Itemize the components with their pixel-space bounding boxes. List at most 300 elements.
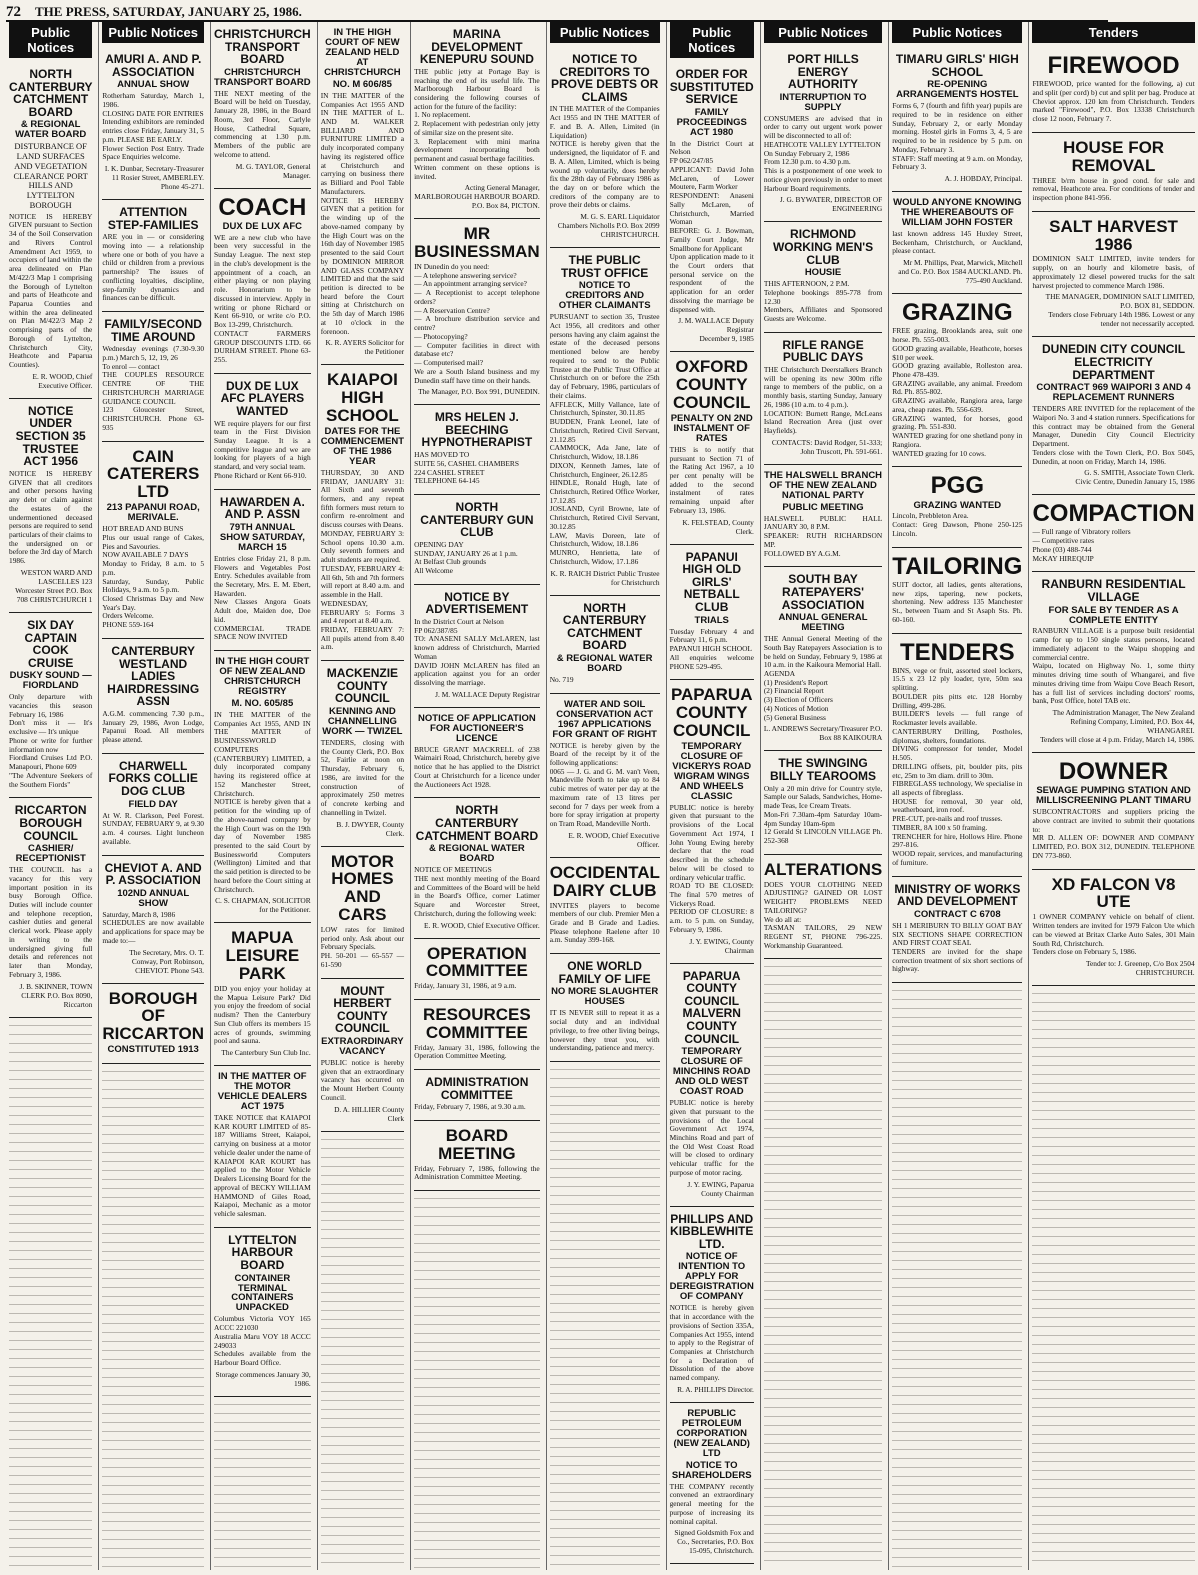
notice-signature: CONTACTS: David Rodger, 51-333; John Truscott, Ph. 591-661. bbox=[771, 437, 883, 456]
notice-ad bbox=[9, 798, 92, 1017]
notice-ad bbox=[414, 22, 540, 219]
notice-subhead: DATES FOR THE COMMENCEMENT OF THE 1986 YEAR bbox=[320, 425, 405, 467]
column-header: Public Notices bbox=[892, 22, 1022, 43]
notice-headline: WATER AND SOIL CONSERVATION ACT 1967 APPLICATIONS FOR GRANT OF RIGHT bbox=[552, 698, 657, 740]
notice-signature: The Administration Manager, The New Zealand Refining Company, Limited, P.O. Box 44, WHANGAREI. Tenders will close at 4 p.m. Friday, March 14, 1986. bbox=[1040, 708, 1195, 745]
notice-headline: RIFLE RANGE PUBLIC DAYS bbox=[782, 337, 864, 365]
notice-body: DID you enjoy your holiday at the Mapua Leisure Park? Did you enjoy the freedom of social nudism? Then the Canterbury Sun Club offers its members 15 acres of grounds, swimming pool and sauna. bbox=[214, 983, 311, 1046]
notice-subhead: FOR SALE BY TENDER AS A COMPLETE ENTITY bbox=[1048, 604, 1179, 626]
column-header: Public Notices bbox=[670, 22, 754, 58]
column-header: Public Notices bbox=[764, 22, 882, 43]
notice-body: IN THE MATTER of the Companies Act 1955 AND IN THE MATTER of L. AND M. WALKER BILLIARD AND FURNITURE LIMITED a duly incorporated company having its registered office at Christchurch and carrying on business there as Billiard and Pool Table Manufacturers. NOTICE IS HEREBY GIVEN that a petition for the winding up of the above-named company by the High Court was on the 16th day of November 1985 presented to the said Court by DOMINION MIRROR AND GLASS COMPANY LIMITED and that the said petition is directed to be heard before the Court sitting at Christchurch on the 5th day of March 1986 at 10 o'clock in the forenoon. bbox=[320, 90, 405, 336]
notice-ad bbox=[214, 490, 311, 651]
notice-signature: Signed Goldsmith Fox and Co., Secretaries, P.O. Box 15-095, Christchurch. bbox=[674, 1528, 754, 1556]
text-lines-decoration bbox=[414, 1193, 540, 1568]
notice-subhead: GRAZING WANTED bbox=[913, 499, 1002, 511]
notice-ad bbox=[414, 1070, 540, 1121]
notice-body: HAS MOVED TO SUITE 56, CASHEL CHAMBERS 224 CASHEL STREET TELEPHONE 64-145 bbox=[414, 450, 519, 486]
notice-headline: TIMARU GIRLS' HIGH SCHOOL bbox=[895, 52, 1019, 79]
notice-signature: Tender to: J. Greenep, C/o Box 2504 CHRISTCHURCH. bbox=[1085, 958, 1195, 977]
notice-body: last known address 145 Huxley Street, Beckenham, Christchurch, or Auckland, please contact. bbox=[892, 228, 1023, 256]
notice-body: HOT BREAD AND BUNS Plus our usual range of Cakes, Pies and Savouries. NOW AVAILABLE 7 DAYS Monday to Friday, 8 a.m. to 5 p.m. Saturday, Sunday, Public Holidays, 9 a.m. to 5 p.m. Closed Christmas Day and New Year's Day. Orders Welcome. PHONE 559-164 bbox=[102, 524, 205, 630]
notice-headline: NORTH CANTERBURY GUN CLUB bbox=[420, 500, 534, 540]
notice-ad bbox=[550, 248, 660, 595]
notice-body: BRUCE GRANT MACKRELL of 238 Waimairi Road, Christchurch, hereby give notice that he has applied to the District Court at Christchurch for a licence under the Auctioneers Act 1928. bbox=[414, 744, 540, 789]
notice-body: SUBCONTRACTORS and suppliers pricing the above contract are invited to submit their quotations to: MR D. ALLEN OF: DOWNER AND COMPANY LIMITED, P.O. BOX 312, DUNEDIN. TELEPHONE DN 773-860. bbox=[1032, 807, 1195, 860]
notice-ad bbox=[9, 613, 92, 798]
notice-body: SH 1 MERIBURN TO BILLY GOAT BAY SIX SECTIONS SHAPE CORRECTION AND FIRST COAT SEAL TENDERS are invited for the shape correction treatment of six short sections of highway. bbox=[892, 920, 1023, 974]
notice-body: Only a 20 min drive for Country style, Sample our Salads, Sandwiches, Home-made Teas, Ice Cream Treats. Mon-Fri 7.30am-4pm Saturday 10am-4pm Sunday 10am-6pm 12 Gerald St LINCOLN VILLAGE Ph. 252-368 bbox=[763, 783, 883, 846]
columns-container bbox=[6, 22, 1195, 1570]
notice-signature: I. K. Dunbar, Secretary-Treasurer 11 Rosier Street, AMBERLEY. Phone 45-271. bbox=[104, 164, 205, 192]
notice-ad bbox=[1032, 133, 1194, 212]
notice-body: FREE grazing, Brooklands area, suit one horse. Ph. 555-003. GOOD grazing available, Heathcote, horses $10 per week. GOOD grazing available, Rolleston area. Phone 478-439. GRAZING available, any animal. Freedom Rd. Ph. 855-802. GRAZING available, Rangiora area, large area, cheap rates. Ph. 556-639. GRAZING wanted, for horses, good grazing. Ph. 551-830. WANTED grazing for one shetland pony in Rangiora. WANTED grazing for 10 cows. bbox=[892, 326, 1023, 458]
notice-subhead: KENNING AND CHANNELLING WORK — TWIZEL bbox=[322, 705, 403, 737]
notice-body: THE COMPANY recently convened an extraordinary general meeting for the purpose of increasing its nominal capital. bbox=[669, 1481, 754, 1526]
notice-body: Columbus Victoria VOY 165 ACCC 221030 Australia Maru VOY 18 ACCC 249033 Schedules available from the Harbour Board Office. bbox=[214, 1314, 311, 1368]
notice-ad bbox=[550, 694, 660, 858]
notice-signature: The Canterbury Sun Club Inc. bbox=[221, 1048, 311, 1058]
notice-headline: REPUBLIC PETROLEUM CORPORATION (NEW ZEALAND) LTD bbox=[673, 1407, 750, 1459]
notice-ad bbox=[1032, 212, 1194, 338]
notice-signature: A. J. HOBDAY, Principal. bbox=[944, 174, 1023, 183]
notice-headline: PAPANUI HIGH OLD GIRLS' NETBALL CLUB bbox=[682, 549, 742, 615]
notice-body: Friday, February 7, 1986, at 9.30 a.m. bbox=[414, 1102, 526, 1112]
column-1 bbox=[6, 22, 95, 1570]
notice-headline: THE HALSWELL BRANCH OF THE NEW ZEALAND NATIONAL PARTY bbox=[764, 469, 883, 501]
notice-subhead: HOUSIE bbox=[804, 267, 842, 279]
notice-ad bbox=[892, 192, 1022, 294]
notice-ad bbox=[414, 495, 540, 585]
notice-body: NOTICE IS HEREBY GIVEN pursuant to Section 34 of the Soil Conservation and Rivers Control Amendment Act 1959, to occupiers of land within the area delineated on Plan M/422/3 Map 1 comprising the Borough of Lyttelton and parts of Heathcote and Paparua Counties and within the area delineated on Plan M/422/3 Map 2 comprising parts of the Borough of Lyttelton, Christchurch City, Heathcote and Paparua Counties). bbox=[9, 211, 93, 370]
notice-headline: LYTTELTON HARBOUR BOARD bbox=[228, 1232, 297, 1272]
notice-body: In the District Court at Nelson FP 062/387/85 TO: ANASENI SALLY McLAREN, last known address of Christchurch, Married Woman DAVID JOHN McLAREN has filed an application against you for an order dissolving the marriage. bbox=[414, 616, 540, 688]
notice-body: Only departure with vacancies this season February 16, 1986 Don't miss it — It's exclusive — It's unique Phone or write for further information now Fiordland Cruises Ltd P.O. Manapouri, Phone 609 "The Adventure Seekers of the Southern Fiords" bbox=[9, 692, 93, 789]
notice-signature: J. M. WALLACE Deputy Registrar bbox=[435, 689, 540, 699]
notice-body: Rotherham Saturday, March 1, 1986. CLOSING DATE FOR ENTRIES Intending exhibitors are reminded entries close Friday, January 31, 5 p.m. PLEASE BE EARLY. Flower Section Post Entry. Trade Space Enquiries welcome. bbox=[102, 91, 205, 162]
notice-ad bbox=[102, 984, 204, 1065]
notice-body: FIREWOOD, price wanted for the following, a) cut and split (per cord) b) cut and split per bag. Produce at Cheviot approx. 120 km from Christchurch. Tenders marked "Firewood", P.O. Box 13338 Christchurch close 12 noon, February 7. bbox=[1032, 79, 1195, 124]
notice-ad bbox=[670, 680, 754, 963]
notice-subhead: NO. M 606/85 bbox=[332, 78, 392, 90]
notice-ad bbox=[414, 585, 540, 708]
notice-ad bbox=[764, 333, 882, 465]
notice-signature: C. S. CHAPMAN, SOLICITOR for the Petitioner. bbox=[215, 896, 311, 915]
column-6 bbox=[546, 22, 663, 1570]
notice-headline: PHILLIPS AND KIBBLEWHITE LTD. bbox=[670, 1211, 754, 1251]
notice-signature: E. R. WOOD, Chief Executive Officer. bbox=[424, 920, 540, 930]
notice-subhead: NOTICE TO SHAREHOLDERS bbox=[671, 1459, 752, 1481]
notice-signature: K. R. AYERS Solicitor for the Petitioner bbox=[325, 338, 405, 357]
notice-ad bbox=[550, 596, 660, 694]
notice-headline: AMURI A. AND P. ASSOCIATION bbox=[105, 52, 202, 79]
notice-headline: HAWARDEN A. AND P. ASSN bbox=[219, 494, 305, 522]
notice-subhead: CHRISTCHURCH TRANSPORT BOARD bbox=[214, 66, 311, 88]
notice-ad bbox=[892, 877, 1022, 984]
column-text-filler bbox=[892, 983, 1022, 1570]
notice-ad bbox=[764, 47, 882, 222]
column-5 bbox=[410, 22, 543, 1570]
notice-body: CONSUMERS are advised that in order to carry out urgent work power will be disconnected to all of: HEATHCOTE VALLEY LYTTELTON On Sunday February 2, 1986 From 12.30 p.m. to 4.30 p.m. This is a postponement of one week to notice given previously in order to meet Harbour Board requirements. bbox=[763, 113, 883, 193]
notice-ad bbox=[1032, 753, 1194, 870]
notice-signature: Mr M. Phillips, Peat, Marwick, Mitchell and Co. P.O. Box 1584 AUCKLAND. Ph. 775-490 Auckland. bbox=[898, 258, 1023, 286]
notice-headline: NORTH CANTERBURY CATCHMENT BOARD bbox=[415, 803, 539, 843]
notice-subhead: SEWAGE PUMPING STATION AND MILLISCREENING PLANT TIMARU bbox=[1035, 785, 1192, 807]
notice-body: DOMINION SALT LIMITED, invite tenders for supply, on an hourly and kilometre basis, of approximately 12 diesel powered trucks for the salt harvest projected to commence March 1986. bbox=[1032, 254, 1195, 290]
notice-headline: IN THE MATTER OF THE MOTOR VEHICLE DEALERS ACT 1975 bbox=[217, 1071, 307, 1112]
notice-ad bbox=[414, 708, 540, 799]
notice-ad bbox=[102, 200, 204, 312]
notice-body: SUIT doctor, all ladies, gents alterations, new zips, tapering, new pockets, shortening. New address 135 Manchester St., between Tuam and St Asaph Sts. Ph. 60-160. bbox=[892, 579, 1023, 624]
notice-signature: THE MANAGER, DOMINION SALT LIMITED, P.O. BOX 81, SEDDON. Tenders close February 14th 1986. Lowest or any tender not necessarily accepted. bbox=[1045, 292, 1195, 329]
notice-headline: MRS HELEN J. BEECHING HYPNOTHERAPIST bbox=[421, 410, 533, 450]
notice-body: THE Annual General Meeting of the South Bay Ratepayers Association is to be held on Sunday, February 9, 1986 at 10 a.m. in the Kaikoura Memorial Hall. AGENDA (1) President's Report (2) Financial Report (3) Election of Officers (4) Notices of Motion (5) General Business bbox=[763, 634, 883, 722]
notice-headline: HOUSE FOR REMOVAL bbox=[1063, 137, 1165, 175]
notice-body: THE COUNCIL has a vacancy for this very important position in its busy Borough Office. Duties will include counter and telephone reception, cashier duties and general clerical work. Please apply in writing to the undersigned giving full details and references not later than Monday, February 3, 1986. bbox=[9, 865, 93, 979]
notice-body: TAKE NOTICE that KAIAPOI KAR KOURT LIMITED of 85-187 Williams Street, Kaiapoi, carrying on business at a motor vehicle dealer under the name of KAIAPOI KAR KOURT has applied to the Motor Vehicle Dealers Licensing Board for the approval of BECKY WILLIAM HAMMOND of Giles Road, Kaiapoi, Mechanic as a motor vehicle salesman. bbox=[214, 1112, 311, 1219]
notice-ad bbox=[550, 954, 660, 1062]
notice-headline: OPERATION COMMITTEE bbox=[425, 943, 528, 981]
notice-ad bbox=[892, 294, 1022, 467]
notice-subhead: PENALTY ON 2ND INSTALMENT OF RATES bbox=[670, 412, 753, 444]
column-9 bbox=[888, 22, 1025, 1570]
notice-signature: WESTON WARD AND LASCELLES 123 Worcester Street P.O. Box 708 CHRISTCHURCH 1 bbox=[15, 567, 93, 604]
notice-headline: PORT HILLS ENERGY AUTHORITY bbox=[787, 52, 859, 92]
notice-headline: KAIAPOI HIGH SCHOOL bbox=[326, 370, 399, 426]
notice-headline: THE SWINGING BILLY TEAROOMS bbox=[770, 756, 877, 784]
notice-ad bbox=[892, 47, 1022, 192]
notice-subhead: PUBLIC MEETING bbox=[782, 501, 864, 513]
notice-signature: J. Y. EWING, County Chairman bbox=[689, 936, 754, 955]
notice-headline: IN THE HIGH COURT OF NEW ZEALAND CHRISTCHURCH REGISTRY bbox=[215, 656, 310, 698]
notice-ad bbox=[670, 62, 754, 352]
notice-headline: MR BUSINESSMAN bbox=[414, 224, 540, 262]
text-lines-decoration bbox=[670, 1566, 754, 1568]
notice-ad bbox=[321, 22, 404, 365]
text-lines-decoration bbox=[321, 1134, 404, 1568]
column-header: Public Notices bbox=[550, 22, 660, 43]
notice-signature: J. Y. EWING, Paparua County Chairman bbox=[687, 1179, 754, 1198]
notice-subhead: TRIALS bbox=[694, 614, 729, 626]
notice-body: THREE b/rm house in good cond. for sale and removal, Heathcote area. For conditions of tender and inspection phone 841-956. bbox=[1032, 175, 1195, 203]
notice-body: IN Dunedin do you need: — A telephone answering service? — An appointment arranging service? — A Receptionist to accept telephone orders? — A Reservation Centre? — A brochure distribution service and centre? — Photocopying? — Computer facilities in direct with database etc? — Computerised mail? We are a South Island business and my Dunedin staff have time on their hands. bbox=[414, 262, 540, 385]
masthead bbox=[6, 4, 1108, 22]
notice-body: OPENING DAY SUNDAY, JANUARY 26 at 1 p.m. At Belfast Club grounds All Welcome bbox=[414, 539, 518, 575]
notice-headline: OCCIDENTAL DAIRY CLUB bbox=[549, 862, 660, 900]
notice-body: TENDERS ARE INVITED for the replacement of the Waipori No. 3 and 4 station runners. Specifications for this contract may be obtained from the General Manager, Dunedin City Council Electricity Department. Tenders close with the Town Clerk, P.O. Box 5045, Dunedin, at noon on Friday, March 14, 1986. bbox=[1032, 404, 1195, 466]
notice-subhead: 213 PAPANUI ROAD, MERIVALE. bbox=[106, 502, 200, 524]
notice-ad bbox=[321, 365, 404, 661]
column-text-filler bbox=[102, 1064, 204, 1570]
notice-headline: ORDER FOR SUBSTITUTED SERVICE bbox=[669, 67, 754, 107]
notice-ad bbox=[550, 47, 660, 248]
notice-headline: RICHMOND WORKING MEN'S CLUB bbox=[772, 227, 874, 267]
notice-ad bbox=[1032, 495, 1194, 572]
notice-body: TENDERS, closing with the County Clerk, P.O. Box 52, Fairlie at noon on Thursday, February 6, 1986, are invited for the construction of approximately 250 metres of concrete kerbing and channelling in Twizel. bbox=[320, 737, 405, 817]
text-lines-decoration bbox=[1032, 988, 1194, 1568]
notice-signature: J. G. BYWATER, DIRECTOR OF ENGINEERING bbox=[779, 195, 883, 214]
notice-ad bbox=[1032, 870, 1194, 986]
notice-body: NOTICE is hereby given by the Board of the receipt by it of the following applications: 0065 — J. G. and G. M. van't Veen, Mandeville North to take up to 84 cubic metres of water per day at the maximum rate of 13 litres per second for 7 days per week from a bore for spray irrigation at property on Tram Road, Mandeville North. bbox=[549, 740, 660, 829]
notice-headline: SALT HARVEST 1986 bbox=[1049, 216, 1178, 254]
notice-ad bbox=[321, 847, 404, 979]
notice-ad bbox=[414, 1121, 540, 1191]
notice-body: NOTICE IS HEREBY GIVEN that all creditors and other persons having any debt or claim against the estates of the undermentioned deceased persons are required to send particulars of their claims to the undersigned on or before the 3rd day of March 1986. bbox=[9, 468, 93, 566]
notice-ad bbox=[670, 352, 754, 544]
notice-ad bbox=[670, 964, 754, 1207]
notice-headline: WOULD ANYONE KNOWING THE WHEREABOUTS OF WILLIAM JOHN FOSTER bbox=[893, 197, 1022, 228]
notice-body: IN THE MATTER of the Companies Act 1955 and IN THE MATTER of F. and B. A. Allen, Limited (in Liquidation) NOTICE is hereby given that the undersigned, the liquidator of F. and B. A. Allen, Limited, which is being wound up voluntarily, does hereby fix the 28th day of February 1986 as the day on or before which the creditors of the company are to prove their debts or claims. bbox=[549, 104, 660, 210]
notice-subhead: TEMPORARY CLOSURE OF VICKERYS ROAD WIGRAM WINGS AND WHEELS CLASSIC bbox=[672, 740, 752, 802]
page-number: 72 bbox=[6, 3, 21, 20]
notice-subtitle: DISTURBANCE OF LAND SURFACES AND VEGETATION CLEARANCE PORT HILLS AND LYTTELTON BOROUGH bbox=[13, 141, 88, 210]
notice-ad bbox=[214, 374, 311, 490]
notice-ad bbox=[214, 1066, 311, 1228]
notice-headline: NOTICE BY ADVERTISEMENT bbox=[425, 589, 529, 617]
notice-subhead: & REGIONAL WATER BOARD bbox=[556, 652, 653, 674]
column-10 bbox=[1028, 22, 1197, 1570]
notice-signature: M. G. TAYLOR, General Manager. bbox=[235, 161, 311, 180]
notice-headline: NOTICE TO CREDITORS TO PROVE DEBTS OR CLAIMS bbox=[550, 52, 659, 104]
notice-body: PUBLIC notice is hereby given that pursuant to the provisions of the Local Government Act 1974, Minchins Road and part of the Old West Coast Road will be closed to ordinary vehicular traffic for the purpose of motor racing. bbox=[669, 1098, 754, 1177]
notice-subhead: & REGIONAL WATER BOARD bbox=[15, 119, 87, 141]
notice-headline: THE PUBLIC TRUST OFFICE bbox=[560, 253, 649, 280]
notice-headline: BOROUGH OF RICCARTON bbox=[102, 988, 205, 1044]
notice-headline: XD FALCON V8 UTE bbox=[1051, 874, 1176, 912]
notice-headline: TENDERS bbox=[899, 638, 1015, 666]
notice-body: Friday, January 31, 1986, at 9 a.m. bbox=[414, 981, 517, 991]
notice-body: ARE you in — or considering moving into — a relationship where one or both of you have a child or children from a previous partnership? The issues of conflicting loyalties, discipline, step-family dynamics and finances can be difficult. bbox=[102, 232, 205, 303]
notice-headline: ALTERATIONS bbox=[763, 859, 883, 879]
column-text-filler bbox=[9, 1018, 92, 1570]
notice-signature: Storage commences January 30, 1986. bbox=[215, 1369, 311, 1388]
notice-signature: K. FELSTEAD, County Clerk. bbox=[682, 517, 754, 536]
notice-subhead: TEMPORARY CLOSURE OF MINCHINS ROAD AND OLD WEST COAST ROAD bbox=[672, 1046, 751, 1098]
notice-headline: CANTERBURY WESTLAND LADIES HAIRDRESSING ASSN bbox=[107, 643, 200, 709]
column-text-filler bbox=[670, 1564, 754, 1570]
notice-signature: M. G. S. EARL Liquidator Chambers Nicholls P.O. Box 2099 CHRISTCHURCH. bbox=[557, 212, 660, 240]
notice-ad bbox=[670, 1207, 754, 1403]
notice-body: NOTICE OF MEETINGS THE next monthly meeting of the Board and Committees of the Board will be held in the Board's Office, corner Latimer Square and Worcester Street, Christchurch, during the following week: bbox=[414, 865, 540, 918]
notice-subhead: 102ND ANNUAL SHOW bbox=[117, 887, 190, 909]
notice-headline: COMPACTION bbox=[1032, 500, 1195, 528]
notice-ad bbox=[9, 62, 92, 399]
notice-ad bbox=[321, 979, 404, 1132]
notice-headline: TAILORING bbox=[892, 552, 1023, 580]
notice-ad bbox=[102, 754, 204, 856]
notice-signature: Acting General Manager, MARLBOROUGH HARBOUR BOARD. P.O. Box 84, PICTON. bbox=[414, 183, 540, 211]
column-header: Tenders bbox=[1032, 22, 1194, 43]
notice-body: BINS, vege or fruit, assorted steel lockers, 15.5 x 23 12 ply loader, tyre, 50m sea splitting. BOULDER pits pitts etc. 128 Hornby Drilling, 499-286. BUILDER'S levels — full range of Rockmaster levels available. CANTERBURY Drilling, Postholes, diplomas, shelters, foundations. DIVING compressor for tender, Model H.505. DRILLING offsets, pit, boulder pits, pits etc, 25m to 3m diam. drill to 30m. FIBREGLASS technology, We specialise in all aspects of fibreglass. HOUSE for removal, 30 year old, weatherboard, iron roof. PRE-CUT, pre-nails and roof trusses. TIMBER, 8A 100 x 50 framing. TRENCHER for hire, Hollows Hire. Phone 297-816. WOOD repair, services, and manufacturing of furniture. bbox=[892, 665, 1023, 867]
notice-body: IN THE MATTER of the Companies Act 1955, AND IN THE MATTER of BUSINESSWORLD COMPUTERS (CANTERBURY) LIMITED, a duly incorporated company having its registered office at 152 Manchester Street, Christchurch. NOTICE is hereby given that a petition for the winding up of the above-named company by the High Court was on the 19th day of November 1985 presented to the said Court by Businessworld Computers (Wellington) Limited and that the said petition is directed to be heard before the Court sitting at Christchurch. bbox=[214, 709, 311, 894]
notice-headline: NORTH CANTERBURY CATCHMENT BOARD bbox=[9, 67, 93, 119]
notice-headline: SOUTH BAY RATEPAYERS' ASSOCIATION bbox=[781, 572, 865, 612]
notice-ad bbox=[321, 661, 404, 846]
notice-body: INVITES players to become members of our club. Premier Men a Grade and B Grade and Ladies. Please telephone Raelene after 10 a.m. Sunday 399-168. bbox=[549, 900, 660, 945]
notice-headline: GRAZING bbox=[901, 299, 1013, 327]
notice-body: Forms 6, 7 (fourth and fifth year) pupils are required to be in residence on either Sunday, February 2, or early Monday morning. Hostel girls in Forms 3, 4, 5 are required to be in residence by 5 p.m. on Monday, February 3. STAFF: Staff meeting at 9 a.m. on Monday, February 3. bbox=[892, 101, 1023, 172]
notice-headline: CAIN CATERERS LTD bbox=[107, 446, 200, 502]
notice-headline: OXFORD COUNTY COUNCIL bbox=[672, 357, 751, 413]
notice-headline: RICCARTON BOROUGH COUNCIL bbox=[14, 803, 87, 843]
notice-ad bbox=[414, 798, 540, 938]
notice-ad bbox=[764, 567, 882, 751]
notice-ad bbox=[214, 22, 311, 189]
column-8 bbox=[760, 22, 885, 1570]
notice-ad bbox=[102, 47, 204, 200]
notice-ad bbox=[1032, 47, 1194, 133]
column-3 bbox=[210, 22, 314, 1570]
text-lines-decoration bbox=[102, 1066, 204, 1568]
notice-headline: DUNEDIN CITY COUNCIL ELECTRICITY DEPARTMENT bbox=[1041, 342, 1186, 382]
column-text-filler bbox=[214, 1397, 311, 1570]
notice-body: THE Christchurch Deerstalkers Branch will be opening its new 300m rifle range to members of the public, on a monthly basis, starting Sunday, January 26, 1986 (10 a.m. to 4 p.m.). LOCATION: Burnett Range, McLeans Island Recreation Area (just over Hayfields). bbox=[763, 364, 883, 436]
notice-headline: DOWNER bbox=[1058, 758, 1169, 786]
notice-body: 1 OWNER COMPANY vehicle on behalf of client. Written tenders are invited for 1979 Falcon Ute which can be viewed at Britax Clarke Auto Sales, 301 Main South Rd, Christchurch. Tenders close on February 5, 1986. bbox=[1032, 912, 1195, 957]
notice-signature: B. J. DWYER, County Clerk. bbox=[336, 819, 405, 838]
notice-signature: The Manager, P.O. Box 991, DUNEDIN. bbox=[418, 387, 540, 397]
notice-headline: FIREWOOD bbox=[1047, 52, 1180, 79]
notice-subhead: RE-OPENING ARRANGEMENTS HOSTEL bbox=[896, 79, 1019, 101]
notice-ad bbox=[102, 639, 204, 754]
notice-headline: MARINA DEVELOPMENT KENEPURU SOUND bbox=[419, 27, 534, 67]
notice-ad bbox=[670, 545, 754, 681]
notice-ad bbox=[414, 405, 540, 495]
masthead-title: THE PRESS, SATURDAY, JANUARY 25, 1986. bbox=[35, 4, 302, 19]
notice-body: THE public jetty at Portage Bay is reaching the end of its useful life. The Marlborough Harbour Board is considering the following courses of action for the future of the facility: 1. No replacement. 2. Replacement with pedestrian only jetty of similar size on the present site. 3. Replacement with mini marina development incorporating both permanent and casual berthage facilities. Written comment on these options is invited. bbox=[414, 66, 540, 181]
notice-body: Saturday, March 8, 1986 SCHEDULES are now available and applications for space may be made to:— bbox=[102, 909, 205, 945]
notice-ad bbox=[764, 222, 882, 332]
notice-body: HALSWELL PUBLIC HALL JANUARY 30, 8 P.M. SPEAKER: RUTH RICHARDSON MP. FOLLOWED BY A.G.M. bbox=[763, 513, 883, 558]
notice-body: IT IS NEVER still to repeat it as a social duty and an individual privilege, to free other living beings, however they treat you, with understanding, patience and mercy. bbox=[549, 1008, 660, 1053]
notice-ad bbox=[670, 1403, 754, 1564]
notice-signature: G. S. SMITH, Associate Town Clerk. Civic Centre, Dunedin January 15, 1986 bbox=[1075, 468, 1195, 487]
notice-signature: R. A. PHILLIPS Director. bbox=[677, 1384, 754, 1394]
notice-body: Friday, February 7, 1986, following the Administration Committee Meeting. bbox=[414, 1163, 540, 1182]
notice-ad bbox=[214, 651, 311, 923]
notice-subhead: FAMILY PROCEEDINGS ACT 1980 bbox=[676, 106, 747, 138]
notice-ad bbox=[764, 751, 882, 854]
notice-headline: CHRISTCHURCH TRANSPORT BOARD bbox=[214, 27, 311, 67]
notice-signature: D. A. HILLIER County Clerk bbox=[334, 1104, 405, 1123]
notice-headline: IN THE HIGH COURT OF NEW ZEALAND HELD AT CHRISTCHURCH bbox=[324, 27, 401, 78]
notice-body: THIS is to notify that pursuant to Section 71 of the Rating Act 1967, a 10 per cent penalty will be added to the second instalment of rates remaining unpaid after February 13, 1986. bbox=[669, 444, 754, 515]
notice-ad bbox=[892, 634, 1022, 877]
notice-ad bbox=[550, 858, 660, 954]
notice-signature: L. ANDREWS Secretary/Treasurer P.O. Box 88 KAIKOURA bbox=[763, 724, 883, 743]
column-text-filler bbox=[414, 1191, 540, 1570]
notice-subhead: ANNUAL GENERAL MEETING bbox=[778, 612, 868, 634]
notice-subhead: ANNUAL SHOW bbox=[117, 79, 190, 91]
notice-body: Lincoln, Prebbleton Area. Contact: Greg Dawson, Phone 250-125 Lincoln. bbox=[892, 511, 1023, 538]
notice-subhead: CONTAINER TERMINAL CONTAINERS UNPACKED bbox=[231, 1272, 294, 1314]
notice-ad bbox=[764, 855, 882, 960]
notice-subhead: CONTRACT 969 WAIPORI 3 AND 4 REPLACEMENT RUNNERS bbox=[1036, 382, 1191, 404]
notice-headline: ADMINISTRATION COMMITTEE bbox=[425, 1075, 529, 1102]
notice-ad bbox=[1032, 337, 1194, 495]
notice-headline: PGG bbox=[930, 472, 984, 500]
notice-ad bbox=[102, 312, 204, 442]
column-header: Public Notices bbox=[9, 22, 92, 58]
notice-subhead: & REGIONAL WATER BOARD bbox=[429, 843, 525, 865]
notice-headline: BOARD MEETING bbox=[438, 1126, 516, 1163]
notice-body: Wednesday evenings (7.30-9.30 p.m.) March 5, 12, 19, 26 To enrol — contact THE COUPLES RESOURCE CENTRE OF THE CHRISTCHURCH MARRIAGE GUIDANCE COUNCIL 123 Gloucester Street, CHRISTCHURCH. Phone 63-935 bbox=[102, 344, 205, 432]
notice-signature: J. B. SKINNER, TOWN CLERK P.O. Box 8090, Riccarton bbox=[19, 981, 93, 1009]
notice-subhead: DUSKY SOUND — FIORDLAND bbox=[9, 670, 92, 692]
notice-body: RANBURN VILLAGE is a purpose built residential camp for up to 150 single status persons, located immediately adjacent to the Waipu shopping and commercial centre. Waipu, located on Highway No. 1, some thirty minutes driving time south of Whangarei, and five minutes driving time from Waipu Cove Beach Resort, has a full list of services including doctors' rooms, bank, Post Office, hotel TAB etc. bbox=[1032, 626, 1195, 706]
notice-headline: RANBURN RESIDENTIAL VILLAGE bbox=[1041, 577, 1186, 604]
notice-headline: DUX DE LUX AFC PLAYERS WANTED bbox=[220, 378, 305, 418]
notice-body: In the District Court at Nelson FP 062/247/85 APPLICANT: David John McLaren, of Lower Moutere, Farm Worker RESPONDENT: Anaseni Sally McLaren, of Christchurch, Married Woman BEFORE: G. J. Bowman, Family Court Judge, Mr Smallbone for Applicant Upon application made to it the Court orders that personal service on the respondent of the application for an order dissolving the marriage be dispensed with. bbox=[669, 138, 754, 314]
notice-headline: ATTENTION STEP-FAMILIES bbox=[107, 205, 199, 232]
notice-subhead: CONTRACT C 6708 bbox=[914, 908, 1001, 920]
notice-body: THE NEXT meeting of the Board will be held on Tuesday, January 28, 1986, in the Board Room, 3rd Floor, Carlyle House, Cathedral Square, commencing at 1.30 p.m. Members of the public are welcome to attend. bbox=[214, 88, 311, 159]
notice-signature: The Secretary, Mrs. O. T. Conway, Port Robinson, CHEVIOT. Phone 543. bbox=[129, 947, 205, 975]
notice-body: — Full range of Vibratory rollers — Competitive rates Phone (03) 488-744 McKAY HIREQUIP bbox=[1032, 527, 1131, 563]
notice-ad bbox=[214, 1228, 311, 1397]
notice-subhead: NOTICE OF INTENTION TO APPLY FOR DEREGISTRATION OF COMPANY bbox=[669, 1251, 754, 1303]
notice-subhead: INTERRUPTION TO SUPPLY bbox=[779, 91, 867, 113]
notice-ad bbox=[102, 856, 204, 984]
notice-body: PUBLIC notice is hereby given that pursuant to the provisions of the Local Government Act 1974, I John Young Ewing hereby declare that the road described in the schedule below will be closed to ordinary vehicular traffic. ROAD TO BE CLOSED: The final 570 metres of Vickerys Road. PERIOD OF CLOSURE: 8 a.m. to 5 p.m. on Sunday, February 9, 1986. bbox=[669, 802, 754, 934]
notice-ad bbox=[102, 442, 204, 639]
column-text-filler bbox=[550, 1062, 660, 1570]
notice-headline: CHEVIOT A. AND P. ASSOCIATION bbox=[104, 860, 202, 888]
notice-headline: MOUNT HERBERT COUNTY COUNCIL bbox=[333, 983, 392, 1036]
notice-body: THIS AFTERNOON, 2 P.M. Telephone bookings 895-778 from 12.30 Members, Affiliates and Sponsored Guests are Welcome. bbox=[763, 279, 883, 324]
column-4 bbox=[317, 22, 407, 1570]
notice-body: Tuesday February 4 and February 11, 6 p.m. PAPANUI HIGH SCHOOL All enquiries welcome PHONE 529-495. bbox=[669, 626, 754, 671]
column-2 bbox=[98, 22, 207, 1570]
notice-body: WE require players for our first team in the First Division Sunday League. It is a competitive league and we are looking for players of a high standard, and very social team. Phone Richard or Kent 66-910. bbox=[214, 418, 311, 480]
notice-headline: COACH bbox=[218, 193, 307, 221]
column-text-filler bbox=[321, 1132, 404, 1570]
notice-ad bbox=[1032, 572, 1194, 753]
notice-headline: MINISTRY OF WORKS AND DEVELOPMENT bbox=[894, 881, 1021, 909]
notice-subhead: DUX DE LUX AFC bbox=[222, 220, 303, 232]
text-lines-decoration bbox=[214, 1399, 311, 1568]
column-text-filler bbox=[764, 959, 882, 1570]
notice-ad bbox=[892, 467, 1022, 547]
notice-ad bbox=[214, 923, 311, 1066]
text-lines-decoration bbox=[550, 1064, 660, 1568]
notice-signature: E. R. WOOD, Chief Executive Officer. bbox=[32, 371, 93, 390]
notice-headline: FAMILY/SECOND TIME AROUND bbox=[104, 317, 202, 344]
notice-ad bbox=[414, 1000, 540, 1070]
notice-headline: SIX DAY CAPTAIN COOK CRUISE bbox=[24, 617, 77, 670]
notice-ad bbox=[764, 465, 882, 568]
notice-headline: MAPUA LEISURE PARK bbox=[225, 928, 300, 984]
notice-subhead: NO MORE SLAUGHTER HOUSES bbox=[551, 986, 659, 1008]
notice-subhead: M. NO. 605/85 bbox=[231, 698, 294, 709]
column-text-filler bbox=[1032, 986, 1194, 1570]
notice-body: No. 719 bbox=[549, 674, 574, 684]
notice-headline: MACKENZIE COUNTY COUNCIL bbox=[326, 666, 399, 706]
notice-headline: RESOURCES COMMITTEE bbox=[423, 1004, 531, 1042]
notice-headline: PAPARUA COUNTY COUNCIL MALVERN COUNTY COUNCIL bbox=[682, 968, 741, 1046]
notice-subhead: CASHIER/ RECEPTIONIST bbox=[15, 843, 86, 865]
notice-ad bbox=[9, 399, 92, 613]
notice-body: Friday, January 31, 1986, following the Operation Committee Meeting. bbox=[414, 1042, 540, 1061]
notice-signature: E. R. WOOD, Chief Executive Officer. bbox=[568, 830, 660, 849]
notice-headline: PAPARUA COUNTY COUNCIL bbox=[670, 685, 753, 740]
notice-subhead: 79TH ANNUAL SHOW SATURDAY, MARCH 15 bbox=[219, 521, 305, 553]
column-header: Public Notices bbox=[102, 22, 204, 43]
notice-subhead: FIELD DAY bbox=[128, 798, 178, 810]
notice-subhead: EXTRAORDINARY VACANCY bbox=[321, 1035, 404, 1057]
text-lines-decoration bbox=[9, 1020, 92, 1568]
notice-headline: NOTICE UNDER SECTION 35 TRUSTEE ACT 1956 bbox=[15, 403, 86, 469]
